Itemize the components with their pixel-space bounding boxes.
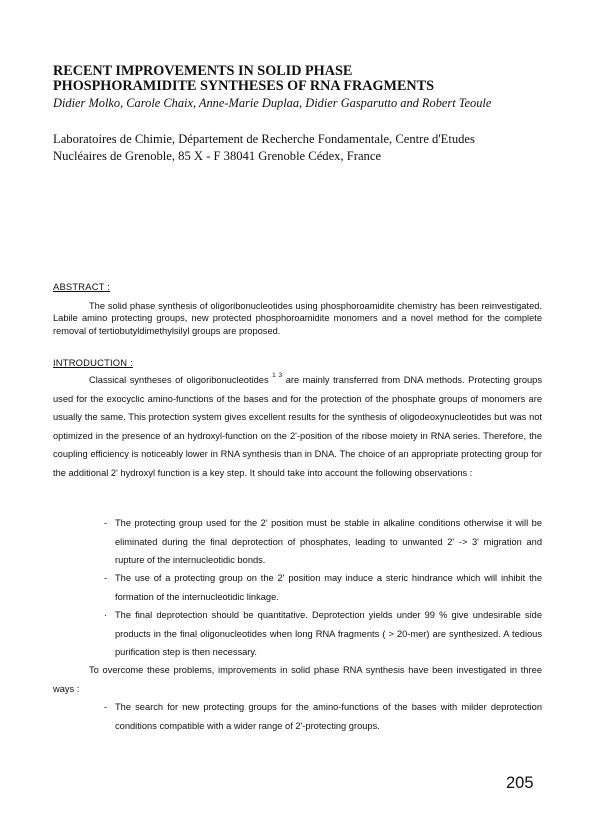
observation-item: - The use of a protecting group on the 2' position may induce a steric hindrance which will inhibit the formation of the internucleotidic linkage. (104, 569, 542, 606)
paper-title (53, 64, 553, 94)
intro-text-after-ref: are mainly transferred from DNA methods. Protecting groups used for the exocyclic amino-functions of the bases and for the protection of the phosphate groups of monomers are usually the same. This protection system gives excellent results for the synthesis of oligodeoxynucleotides but was not optimized in the presence of an hydroxyl-function on the 2'-position of the ribose moiety in RNA series. Therefore, the coupling efficiency is noticeably lower in RNA synthesis than in DNA. The choice of an appropriate protecting group for the additional 2' hydroxyl function is a key step. It should take into account the following observations : (53, 375, 542, 478)
intro-text-before-ref: Classical syntheses of oligoribonucleotides (89, 375, 269, 385)
introduction-paragraph-1 (53, 371, 542, 483)
affiliation-line-1: Laboratoires de Chimie, Département de Recherche Fondamentale, Centre d'Etudes (53, 132, 475, 146)
observation-item: - The protecting group used for the 2' position must be stable in alkaline conditions otherwise it will be eliminated during the final deprotection of phosphates, leading to unwanted 2' -> 3' migration and rupture of the internucleotidic bonds. (104, 514, 542, 570)
introduction-heading: INTRODUCTION : (53, 357, 133, 368)
title-line-2: PHOSPHORAMIDITE SYNTHESES OF RNA FRAGMENTS (53, 78, 435, 94)
title-line-1: RECENT IMPROVEMENTS IN SOLID PHASE (53, 63, 353, 79)
way-text: The search for new protecting groups for the amino-functions of the bases with milder deprotection conditions compatible with a wider range of 2'-protecting groups. (115, 702, 542, 731)
affiliation (53, 131, 553, 165)
abstract-text: The solid phase synthesis of oligoribonucleotides using phosphoroamidite chemistry has been reinvestigated. Labile amino protecting groups, new protected phosphoroamidite monomers and a novel method for the complete removal of tertiobutyldimethylsilyl groups are proposed. (53, 301, 542, 336)
affiliation-line-2: Nucléaires de Grenoble, 85 X - F 38041 Grenoble Cédex, France (53, 149, 382, 163)
abstract-heading: ABSTRACT : (53, 281, 111, 292)
observation-text: The protecting group used for the 2' position must be stable in alkaline conditions otherwise it will be eliminated during the final deprotection of phosphates, leading to unwanted 2' -> 3' migration and rupture of the internucleotidic bonds. (115, 518, 542, 566)
observation-item: · The final deprotection should be quantitative. Deprotection yields under 99 % give undesirable side products in the final oligonucleotides when long RNA fragments ( > 20-mer) are synthesized. A tedious purification step is then necessary. (104, 606, 542, 662)
observation-text: The final deprotection should be quantitative. Deprotection yields under 99 % give undesirable side products in the final oligonucleotides when long RNA fragments ( > 20-mer) are synthesized. A tedious purification step is then necessary. (115, 610, 542, 658)
author-list: Didier Molko, Carole Chaix, Anne-Marie Duplaa, Didier Gasparutto and Robert Teoule (53, 96, 492, 110)
page-number: 205 (506, 774, 534, 792)
introduction-paragraph-2: To overcome these problems, improvements in solid phase RNA synthesis have been investigated in three ways : (53, 665, 542, 694)
reference-superscript: 1 3 (272, 372, 283, 379)
way-item: - The search for new protecting groups for the amino-functions of the bases with milder deprotection conditions compatible with a wider range of 2'-protecting groups. (104, 698, 542, 735)
observation-text: The use of a protecting group on the 2' position may induce a steric hindrance which will inhibit the formation of the internucleotidic linkage. (115, 573, 542, 602)
